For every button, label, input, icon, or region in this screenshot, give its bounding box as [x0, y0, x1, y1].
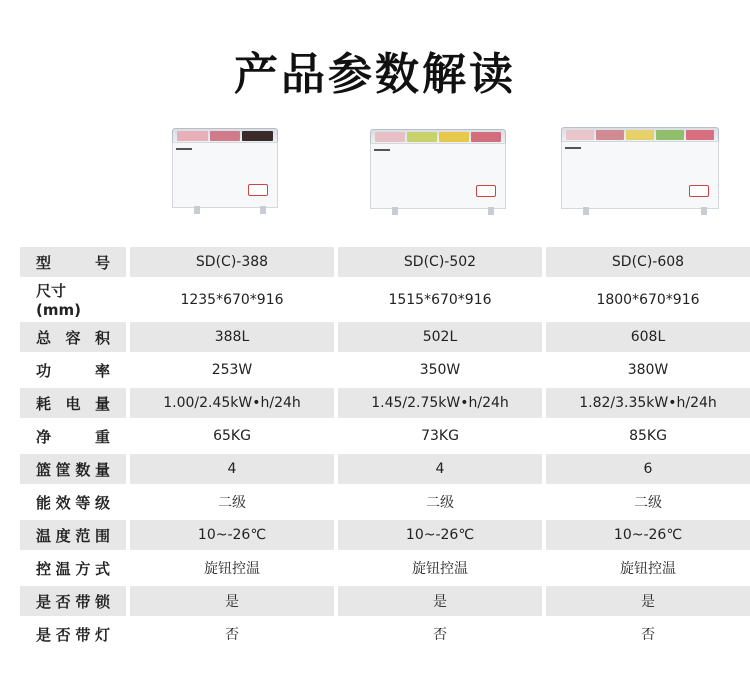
- row-label: [20, 421, 126, 451]
- row-label: [20, 586, 126, 616]
- row-label-char: 温: [36, 526, 52, 545]
- row-label-char: 范: [75, 526, 91, 545]
- table-row: [20, 322, 750, 352]
- cell-value: 1.82/3.35kW•h/24h: [546, 388, 750, 418]
- table-row: [20, 553, 750, 583]
- row-label-char: 尺寸(mm): [36, 282, 81, 319]
- cell-value: 380W: [627, 362, 669, 378]
- cell-value: 73KG: [421, 428, 459, 444]
- cell-value: 1800*670*916: [596, 291, 700, 308]
- cell-value: 65KG: [213, 428, 251, 444]
- page-title: 产品参数解读: [234, 49, 516, 100]
- row-label-char: 功: [36, 361, 52, 380]
- table-row: [20, 280, 750, 319]
- row-label: [20, 247, 126, 277]
- table-row: [20, 454, 750, 484]
- row-label-char: 总: [36, 328, 52, 347]
- cell-value: SD(C)-502: [338, 247, 542, 277]
- row-label-char: 等: [75, 493, 91, 512]
- row-label-char: 是: [36, 625, 52, 644]
- row-label-char: 量: [94, 460, 110, 479]
- cell-value: 旋钮控温: [412, 561, 468, 577]
- control-panel-icon: [476, 185, 496, 197]
- table-row: [20, 487, 750, 517]
- cell-value: 否: [433, 627, 447, 643]
- cell-value: 旋钮控温: [204, 561, 260, 577]
- row-label-char: 方: [75, 559, 91, 578]
- row-label-char: 能: [36, 493, 52, 512]
- row-label-char: 带: [75, 592, 91, 611]
- row-label-char: 灯: [94, 625, 110, 644]
- row-label: [20, 520, 126, 550]
- row-label-char: 式: [94, 559, 110, 578]
- cell-value: 是: [130, 586, 334, 616]
- cell-value: 388L: [130, 322, 334, 352]
- cell-value: 1.45/2.75kW•h/24h: [338, 388, 542, 418]
- cell-value: SD(C)-608: [546, 247, 750, 277]
- row-label-char: 温: [55, 559, 71, 578]
- table-row: [20, 619, 750, 649]
- cell-value: 608L: [546, 322, 750, 352]
- cell-value: 二级: [634, 495, 662, 511]
- spec-table: [20, 244, 750, 652]
- row-label: [20, 619, 126, 649]
- row-label-char: 容: [65, 328, 81, 347]
- row-label: [20, 355, 126, 385]
- cell-value: 350W: [419, 362, 461, 378]
- freezer-image-502: [370, 129, 506, 215]
- row-label-char: 净: [36, 427, 52, 446]
- cell-value: 1235*670*916: [180, 291, 284, 308]
- row-label-char: 控: [36, 559, 52, 578]
- row-label-char: 耗: [36, 394, 52, 413]
- cell-value: 1.00/2.45kW•h/24h: [130, 388, 334, 418]
- row-label-char: 电: [65, 394, 81, 413]
- row-label-char: 号: [94, 253, 110, 272]
- row-label-char: 是: [36, 592, 52, 611]
- table-row: [20, 421, 750, 451]
- table-row: [20, 586, 750, 616]
- control-panel-icon: [689, 185, 709, 197]
- row-label-char: 量: [94, 394, 110, 413]
- cell-value: 否: [641, 627, 655, 643]
- cell-value: 10~-26℃: [338, 520, 542, 550]
- table-row: [20, 520, 750, 550]
- row-label-char: 重: [94, 427, 110, 446]
- control-panel-icon: [248, 184, 268, 196]
- table-row: [20, 355, 750, 385]
- row-label-char: 带: [75, 625, 91, 644]
- freezer-image-608: [561, 127, 719, 215]
- row-label-char: 锁: [94, 592, 110, 611]
- row-label-char: 否: [55, 625, 71, 644]
- row-label: [20, 487, 126, 517]
- row-label: [20, 454, 126, 484]
- row-label: [20, 322, 126, 352]
- row-label-char: 率: [94, 361, 110, 380]
- cell-value: 4: [338, 454, 542, 484]
- row-label: [20, 280, 126, 319]
- table-row: [20, 388, 750, 418]
- row-label-char: 篮: [36, 460, 52, 479]
- freezer-image-388: [172, 128, 278, 214]
- row-label-char: 筐: [55, 460, 71, 479]
- row-label-char: 效: [55, 493, 71, 512]
- row-label-char: 围: [94, 526, 110, 545]
- row-label-char: 数: [75, 460, 91, 479]
- table-row: [20, 247, 750, 277]
- row-label-char: 积: [94, 328, 110, 347]
- cell-value: 1515*670*916: [388, 291, 492, 308]
- cell-value: 是: [546, 586, 750, 616]
- row-label: [20, 388, 126, 418]
- cell-value: 85KG: [629, 428, 667, 444]
- row-label-char: 级: [94, 493, 110, 512]
- cell-value: 是: [338, 586, 542, 616]
- cell-value: SD(C)-388: [130, 247, 334, 277]
- cell-value: 6: [546, 454, 750, 484]
- row-label: [20, 553, 126, 583]
- row-label-char: 型: [36, 253, 52, 272]
- cell-value: 10~-26℃: [546, 520, 750, 550]
- cell-value: 旋钮控温: [620, 561, 676, 577]
- cell-value: 二级: [426, 495, 454, 511]
- row-label-char: 否: [55, 592, 71, 611]
- row-label-char: 度: [55, 526, 71, 545]
- cell-value: 10~-26℃: [130, 520, 334, 550]
- cell-value: 253W: [211, 362, 253, 378]
- cell-value: 否: [225, 627, 239, 643]
- cell-value: 4: [130, 454, 334, 484]
- cell-value: 二级: [218, 495, 246, 511]
- cell-value: 502L: [338, 322, 542, 352]
